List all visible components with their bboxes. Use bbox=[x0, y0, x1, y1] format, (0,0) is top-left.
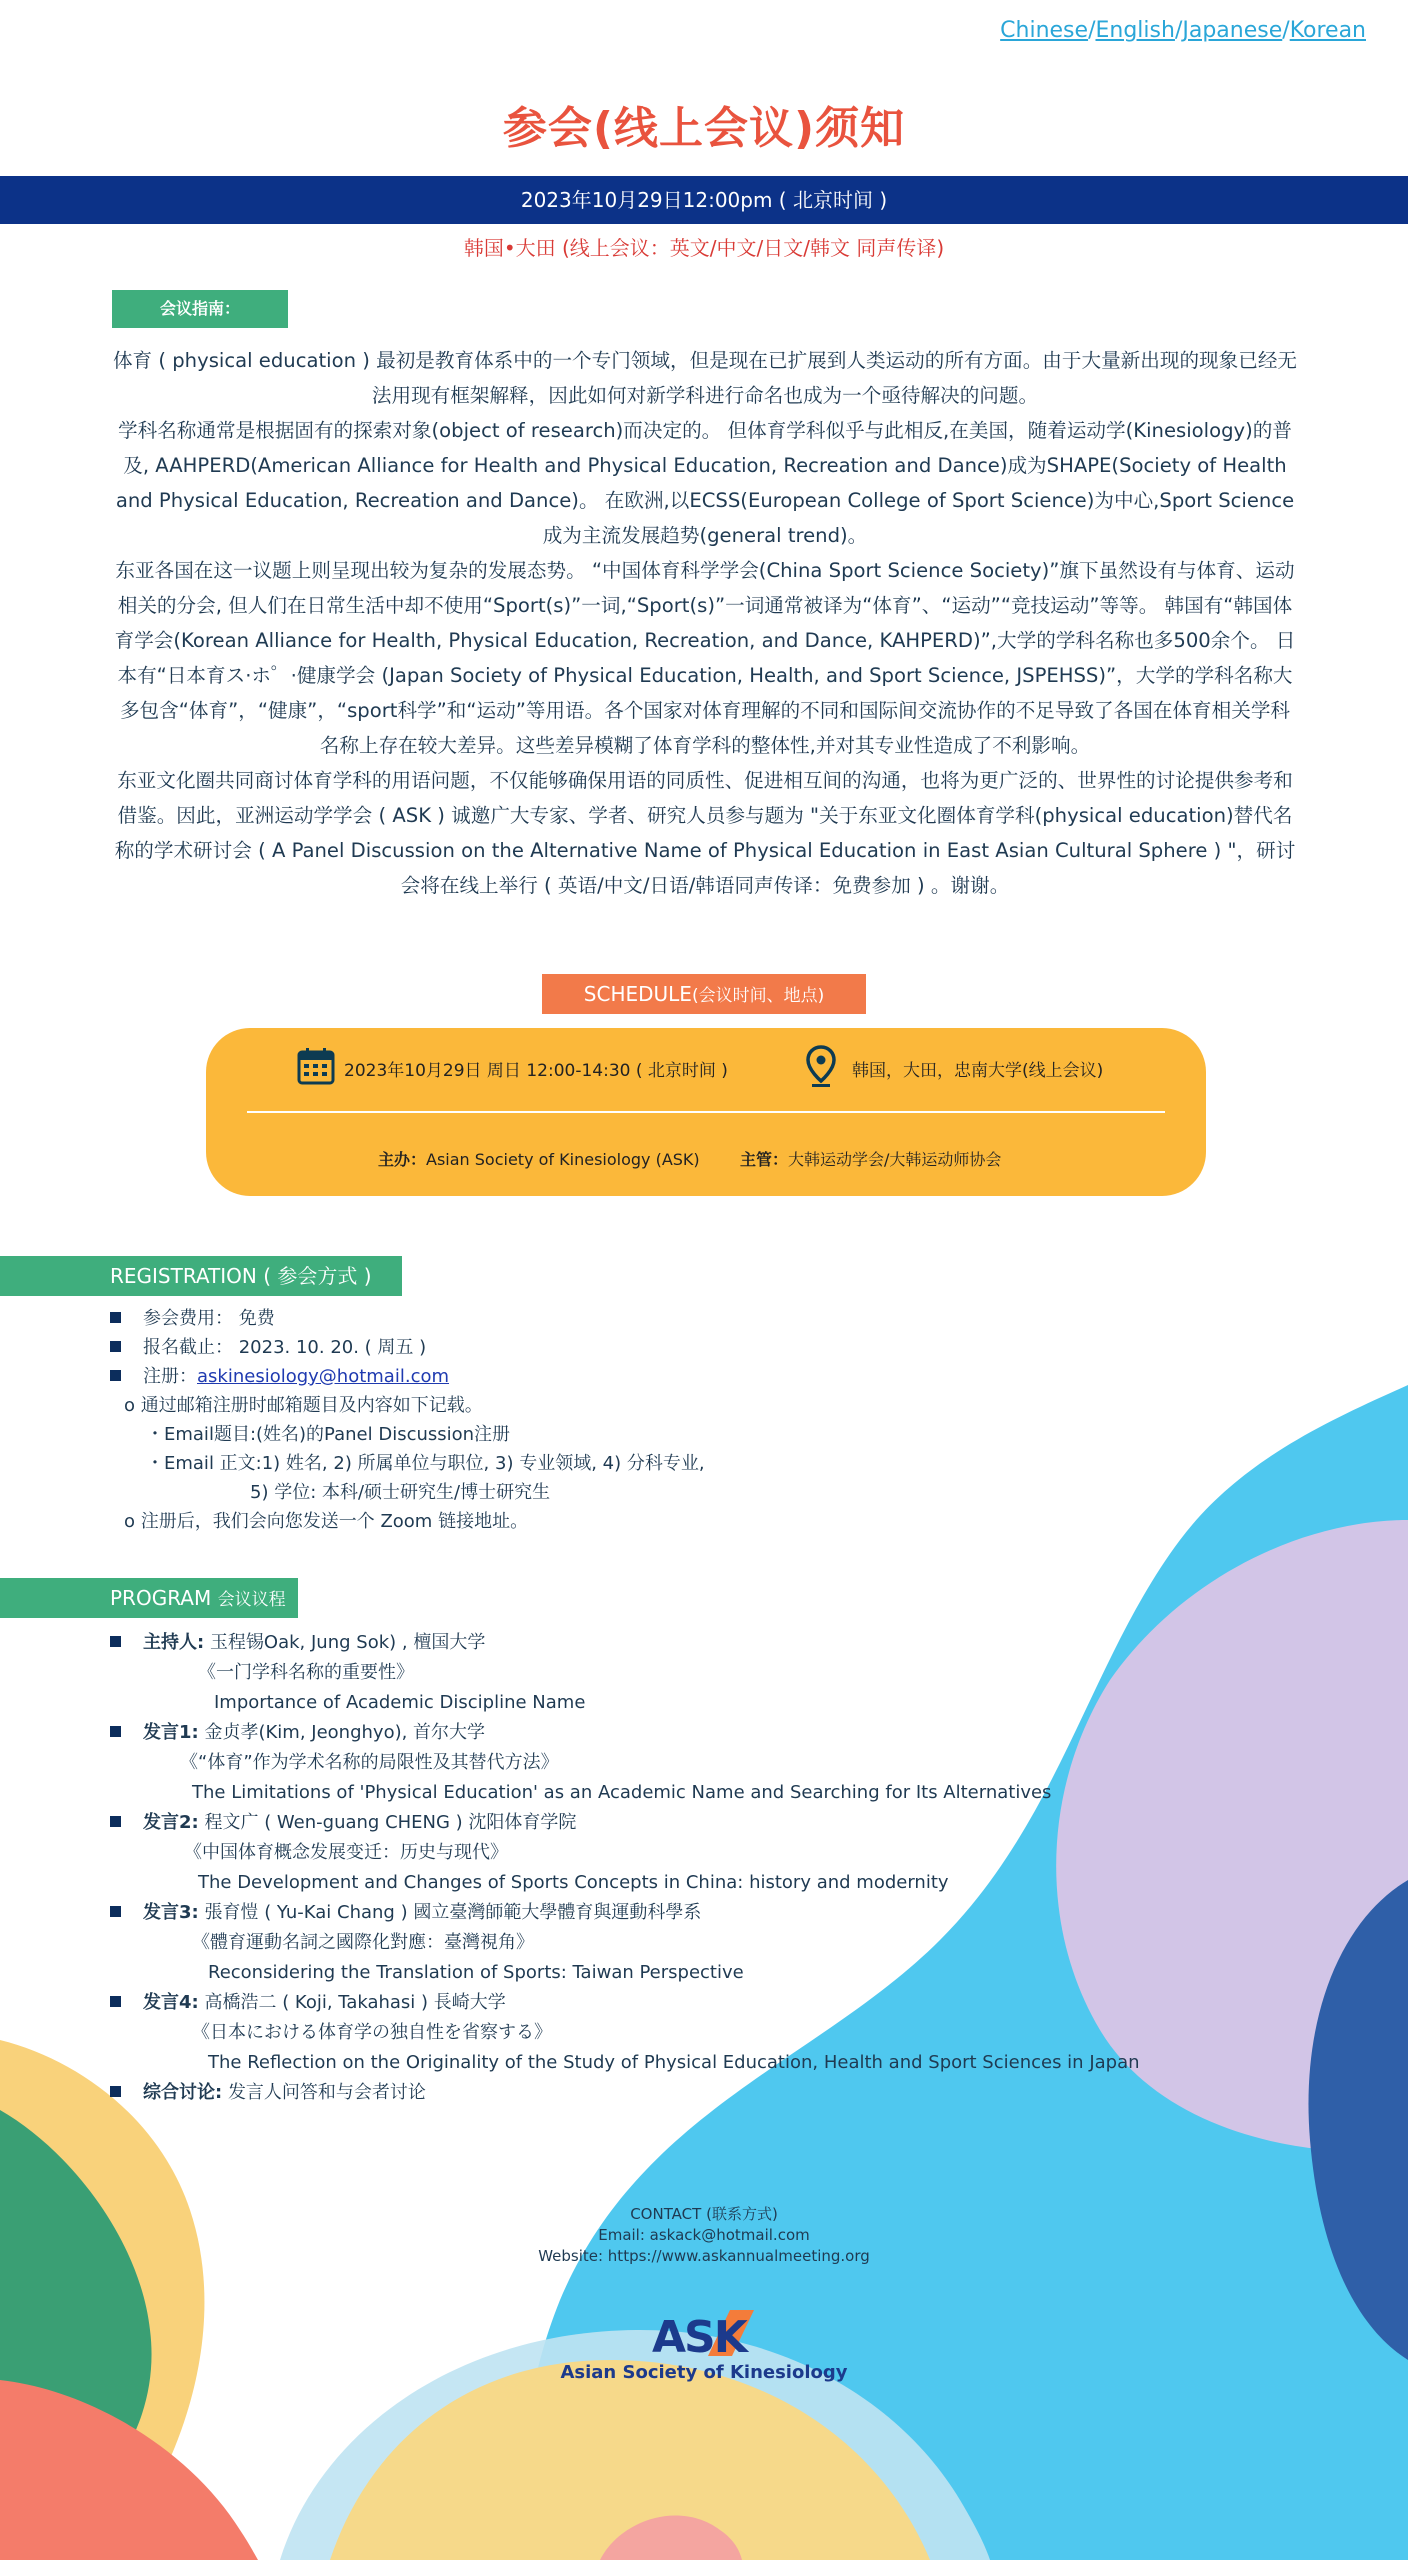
schedule-datetime: 2023年10月29日 周日 12:00-14:30 ( 北京时间 ) bbox=[344, 1061, 728, 1081]
guide-text bbox=[112, 343, 1298, 903]
date-banner: 2023年10月29日12:00pm ( 北京时间 ) bbox=[0, 176, 1408, 224]
page-title: 参会(线上会议)须知 bbox=[502, 103, 906, 154]
bullet-icon bbox=[110, 1636, 121, 1647]
calendar-icon bbox=[296, 1046, 336, 1086]
host-label: 主办： bbox=[378, 1150, 427, 1169]
program-speaker: 程文广 ( Wen-guang CHENG ) 沈阳体育学院 bbox=[204, 1812, 577, 1833]
guide-tag: 会议指南： bbox=[112, 290, 288, 328]
program-title-cn: 《“体育”作为学术名称的局限性及其替代方法》 bbox=[180, 1752, 559, 1773]
guide-paragraph: 体育 ( physical education ) 最初是教育体系中的一个专门领域，但是现在已扩展到人类运动的所有方面。由于大量新出现的现象已经无法用现有框架解释，因此如何对新学科进行命名也成为一个亟待解决的问题。 bbox=[112, 349, 1298, 407]
program-title-cn: 《一门学科名称的重要性》 bbox=[198, 1662, 414, 1683]
discussion-text: 发言人问答和与会者讨论 bbox=[227, 2082, 426, 2103]
program-label: 主持人: bbox=[143, 1632, 205, 1653]
list-item bbox=[110, 1362, 810, 1391]
bullet-icon bbox=[110, 2086, 121, 2097]
program-title-cn: 《中国体育概念发展变迁：历史与现代》 bbox=[184, 1842, 508, 1863]
note-text: 通过邮箱注册时邮箱题目及内容如下记载。 bbox=[140, 1395, 483, 1416]
program-label: 发言2: bbox=[143, 1812, 199, 1833]
lang-link-english[interactable]: English bbox=[1095, 18, 1175, 43]
list-item bbox=[110, 2078, 1310, 2108]
list-item bbox=[110, 1333, 810, 1362]
supervisor-name: 大韩运动学会/大韩运动师协会 bbox=[788, 1150, 1002, 1169]
bullet-icon bbox=[110, 1312, 121, 1323]
circle-bullet-icon: o bbox=[124, 1395, 141, 1416]
list-item bbox=[110, 1478, 810, 1507]
supervisor-info bbox=[740, 1147, 1001, 1170]
contact-block bbox=[0, 2204, 1408, 2267]
program-title-en: The Reflection on the Originality of the Study of Physical Education, Health and Sport Sciences in Japan bbox=[208, 2052, 1140, 2073]
ask-logo bbox=[650, 2306, 760, 2360]
contact-heading: CONTACT (联系方式) bbox=[630, 2205, 778, 2223]
supervisor-label: 主管： bbox=[740, 1150, 789, 1169]
program-title-en: The Development and Changes of Sports Concepts in China: history and modernity bbox=[198, 1872, 949, 1893]
guide-paragraph: 东亚各国在这一议题上则呈现出较为复杂的发展态势。 “中国体育科学学会(China Sport Science Society)”旗下虽然设有与体育、运动相关的分会, 但人们在日常生活中却不使用“Sport(s)”一词,“Sport(s)”一词通常被译为“体育”、“运动”“竞技运动”等等。 韩国有“韩国体育学会(Korean Alliance for Health, Physical Education, Recreation, and Dance, KAHPERD)”,大学的学科名称也多500余个。 日本有“日本育ス·ホ゜·健康学会 (Japan Society of Physical Education, Health, and Sport Science, JSPEHSS)”，大学的学科名称大多包含“体育”，“健康”，“sport科学”和“运动”等用语。各个国家对体育理解的不同和国际间交流协作的不足导致了各国在体育相关学科名称上存在较大差异。这些差异模糊了体育学科的整体性,并对其专业性造成了不利影响。 bbox=[114, 559, 1296, 757]
host-info bbox=[378, 1147, 700, 1170]
list-item bbox=[110, 1420, 810, 1449]
registration-list bbox=[110, 1304, 810, 1536]
list-item bbox=[110, 1391, 810, 1420]
bullet-icon bbox=[110, 1996, 121, 2007]
discussion-label: 综合讨论: bbox=[143, 2082, 223, 2103]
program-heading-sub: 会议议程 bbox=[217, 1590, 286, 1610]
program-title-cn: 《日本における体育学の独自性を省察する》 bbox=[192, 2022, 552, 2043]
bullet-icon bbox=[110, 1906, 121, 1917]
list-item bbox=[110, 1507, 810, 1536]
schedule-button-sub: (会议时间、地点) bbox=[691, 986, 825, 1006]
schedule-location: 韩国，大田，忠南大学(线上会议) bbox=[852, 1061, 1104, 1081]
list-item bbox=[110, 1988, 1310, 2018]
schedule-divider bbox=[247, 1111, 1165, 1113]
list-item bbox=[110, 1449, 810, 1478]
host-name: Asian Society of Kinesiology (ASK) bbox=[426, 1150, 700, 1169]
location-pin-icon bbox=[806, 1045, 836, 1089]
list-item bbox=[110, 1304, 810, 1333]
email-subject-text: ・Email题目:(姓名)的Panel Discussion注册 bbox=[146, 1424, 511, 1445]
logo-name: Asian Society of Kinesiology bbox=[560, 2362, 848, 2383]
program-label: 发言1: bbox=[143, 1722, 199, 1743]
program-heading-main: PROGRAM bbox=[110, 1586, 212, 1610]
program-title-en: The Limitations of 'Physical Education' as an Academic Name and Searching for Its Alternatives bbox=[192, 1782, 1052, 1803]
note-text: 注册后，我们会向您发送一个 Zoom 链接地址。 bbox=[140, 1511, 529, 1532]
circle-bullet-icon: o bbox=[124, 1511, 141, 1532]
location-subtitle: 韩国•大田 (线上会议：英文/中文/日文/韩文 同声传译) bbox=[463, 236, 945, 260]
bullet-icon bbox=[110, 1726, 121, 1737]
list-item bbox=[110, 1628, 1310, 1658]
email-link[interactable]: askinesiology@hotmail.com bbox=[197, 1366, 450, 1387]
program-speaker: 張育愷 ( Yu-Kai Chang ) 國立臺灣師範大學體育與運動科學系 bbox=[204, 1902, 702, 1923]
program-speaker: 金贞孝(Kim, Jeonghyo), 首尔大学 bbox=[204, 1722, 486, 1743]
bullet-icon bbox=[110, 1370, 121, 1381]
lang-link-korean[interactable]: Korean bbox=[1289, 18, 1366, 43]
fee-text: 参会费用： 免费 bbox=[143, 1308, 275, 1329]
bullet-icon bbox=[110, 1341, 121, 1352]
program-label: 发言4: bbox=[143, 1992, 199, 2013]
program-speaker: 高橋浩二 ( Koji, Takahasi ) 長崎大学 bbox=[204, 1992, 506, 2013]
program-list bbox=[110, 1628, 1310, 2108]
contact-website[interactable]: Website: https://www.askannualmeeting.org bbox=[538, 2247, 870, 2265]
program-title-en: Importance of Academic Discipline Name bbox=[214, 1692, 586, 1713]
contact-email[interactable]: Email: askack@hotmail.com bbox=[598, 2226, 810, 2244]
deadline-text: 报名截止： 2023. 10. 20. ( 周五 ) bbox=[143, 1337, 427, 1358]
program-heading bbox=[0, 1578, 298, 1618]
program-speaker: 玉程锡Oak, Jung Sok) , 檀国大学 bbox=[209, 1632, 486, 1653]
lang-link-chinese[interactable]: Chinese bbox=[1000, 18, 1089, 43]
language-switcher: Chinese/English/Japanese/Korean bbox=[1000, 18, 1366, 43]
program-title-en: Reconsidering the Translation of Sports: Taiwan Perspective bbox=[208, 1962, 744, 1983]
lang-link-japanese[interactable]: Japanese bbox=[1182, 18, 1283, 43]
guide-paragraph: 学科名称通常是根据固有的探索对象(object of research)而决定的。 但体育学科似乎与此相反,在美国，随着运动学(Kinesiology)的普及, AAHPERD(American Alliance for Health and Physical Education, Recreation and Dance)成为SHAPE(Society of Health and Physical Education, Recreation and Dance)。 在欧洲,以ECSS(European College of Sport Science)为中心,Sport Science成为主流发展趋势(general trend)。 bbox=[115, 419, 1295, 547]
schedule-button-main: SCHEDULE bbox=[583, 982, 692, 1006]
email-body-text-2: 5) 学位: 本科/硕士研究生/博士研究生 bbox=[250, 1482, 551, 1503]
bullet-icon bbox=[110, 1816, 121, 1827]
program-title-cn: 《體育運動名詞之國際化對應：臺灣視角》 bbox=[192, 1932, 534, 1953]
guide-paragraph: 东亚文化圈共同商讨体育学科的用语问题，不仅能够确保用语的同质性、促进相互间的沟通，也将为更广泛的、世界性的讨论提供参考和借鉴。因此，亚洲运动学学会 ( ASK ) 诚邀广大专家、学者、研究人员参与题为 "关于东亚文化圈体育学科(physical education)替代名称的学术研讨会 ( A Panel Discussion on the Alternative Name of Physical Education in East Asian Cultural Sphere ) "，研讨会将在线上举行 ( 英语/中文/日语/韩语同声传译：免费参加 ) 。谢谢。 bbox=[114, 769, 1296, 897]
list-item bbox=[110, 1898, 1310, 1928]
email-body-text: ・Email 正文:1) 姓名, 2) 所属单位与职位, 3) 专业领域, 4) 分科专业, bbox=[146, 1453, 705, 1474]
list-item bbox=[110, 1718, 1310, 1748]
program-label: 发言3: bbox=[143, 1902, 199, 1923]
schedule-button bbox=[542, 974, 866, 1014]
registration-heading: REGISTRATION ( 参会方式 ) bbox=[0, 1256, 402, 1296]
list-item bbox=[110, 1808, 1310, 1838]
register-label: 注册： bbox=[143, 1366, 197, 1387]
logo-text: ASK bbox=[652, 2312, 746, 2360]
